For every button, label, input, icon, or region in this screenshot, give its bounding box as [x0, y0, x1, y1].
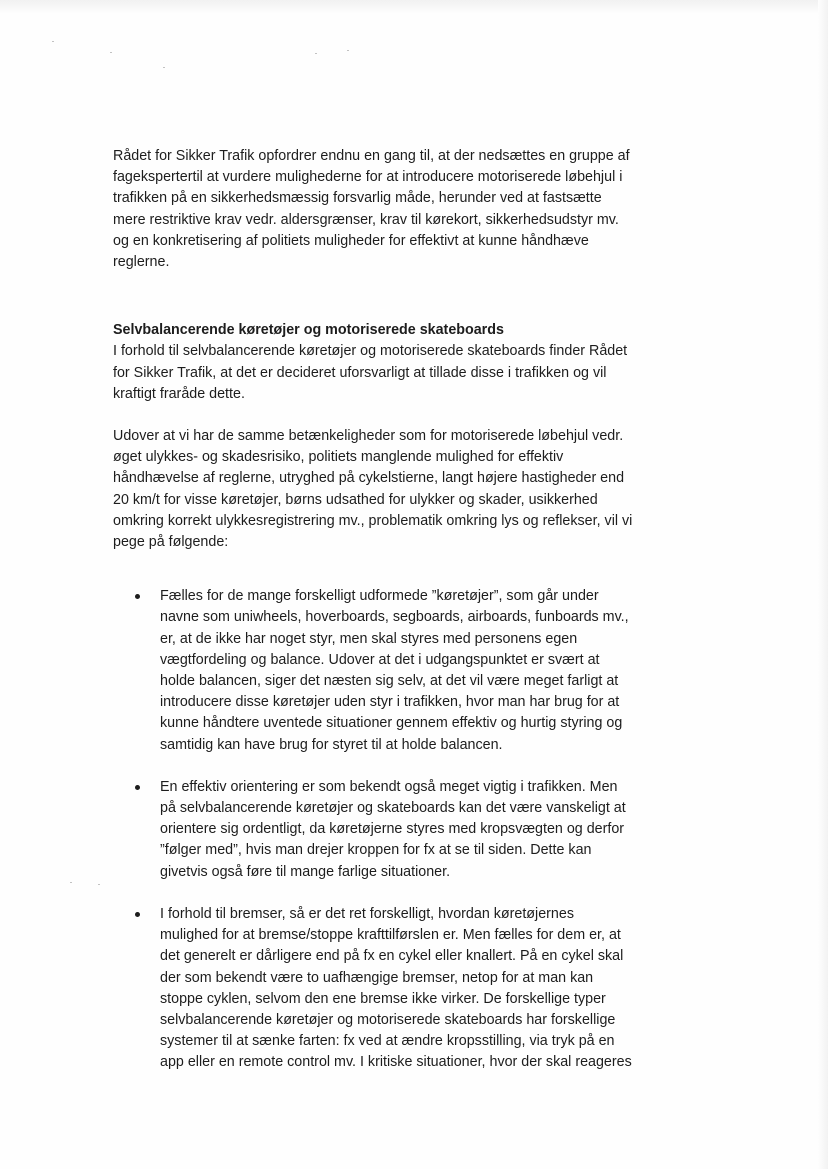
scan-speck — [70, 882, 72, 883]
section-paragraph-2: Udover at vi har de samme betænkeligheder som for motoriserede løbehjul vedr. øget ulykkes- og skadesrisiko, politiets manglende mulighed for effektiv håndhævelse af reglerne, utryghed på cykelstierne, langt højere hastigheder end 20 km/t for visse køretøjer, børns udsathed for ulykker og skader, usikkerhed omkring korrekt ulykkesregistrering mv., problematik omkring lys og reflekser, vil vi pege på følgende: — [113, 428, 633, 551]
bullet-icon — [135, 785, 140, 790]
document-body — [113, 146, 633, 1095]
section-spacer — [113, 294, 633, 320]
bullet-text: En effektiv orientering er som bekendt også meget vigtig i trafikken. Men på selvbalancerende køretøjer og skateboards kan det være vanskeligt at orientere sig ordentligt, da køretøjerne styres med kropsvægten og derfor ”følger med”, hvis man drejer kroppen for fx at se til siden. Dette kan givetvis også føre til mange farlige situationer. — [160, 778, 626, 880]
bullet-text: I forhold til bremser, så er det ret forskelligt, hvordan køretøjernes mulighed for at bremse/stoppe krafttilførslen er. Men fælles for dem er, at det generelt er dårligere end på fx en cykel eller knallert. På en cykel skal der som bekendt være to uafhængige bremser, netop for at man kan stoppe cyklen, selvom den ene bremse ikke virker. De forskellige typer selvbalancerende køretøjer og motoriserede skateboards har forskellige systemer til at sænke farten: fx ved at ændre kropsstilling, via tryk på en app eller en remote control mv. I kritiske situationer, hvor der skal reageres — [160, 905, 632, 1071]
list-item — [113, 586, 633, 756]
scan-speck — [110, 52, 112, 53]
scan-speck — [347, 50, 349, 51]
list-item — [113, 777, 633, 883]
list-item — [113, 904, 633, 1074]
scan-speck — [52, 41, 54, 42]
scan-speck — [315, 53, 317, 54]
intro-paragraph: Rådet for Sikker Trafik opfordrer endnu en gang til, at der nedsættes en gruppe af fagekspertertil at vurdere mulighederne for at introducere motoriserede løbehjul i trafikken på en sikkerhedsmæssig forsvarlig måde, herunder ved at fastsætte mere restriktive krav vedr. aldersgrænser, krav til kørekort, sikkerhedsudstyr mv. og en konkretisering af politiets muligheder for effektivt at kunne håndhæve reglerne. — [113, 148, 630, 271]
section-heading: Selvbalancerende køretøjer og motoriserede skateboards — [113, 322, 504, 339]
bullet-text: Fælles for de mange forskelligt udformede ”køretøjer”, som går under navne som uniwheels, hoverboards, segboards, airboards, funboards mv., er, at de ikke har noget styr, men skal styres med personens egen vægtfordeling og balance. Udover at det i udgangspunktet er svært at holde balancen, siger det næsten sig selv, at det vil være meget farligt at introducere disse køretøjer uden styr i trafikken, hvor man har brug for at kunne håndtere uventede situationer gennem effektiv og hurtig styring og samtidig kan have brug for styret til at holde balancen. — [160, 588, 629, 753]
bullet-list — [113, 586, 633, 1073]
scan-speck — [163, 67, 165, 68]
section-paragraph-1: I forhold til selvbalancerende køretøjer og motoriserede skateboards finder Rådet for Sikker Trafik, at det er decideret uforsvarligt at tillade disse i trafikken og vil kraftigt fraråde dette. — [113, 343, 628, 402]
scan-shadow-top — [0, 0, 828, 14]
scan-speck — [98, 884, 100, 885]
bullets-spacer — [113, 574, 633, 586]
bullet-icon — [135, 912, 140, 917]
scan-shadow-right — [818, 0, 828, 1169]
bullet-icon — [135, 594, 140, 599]
